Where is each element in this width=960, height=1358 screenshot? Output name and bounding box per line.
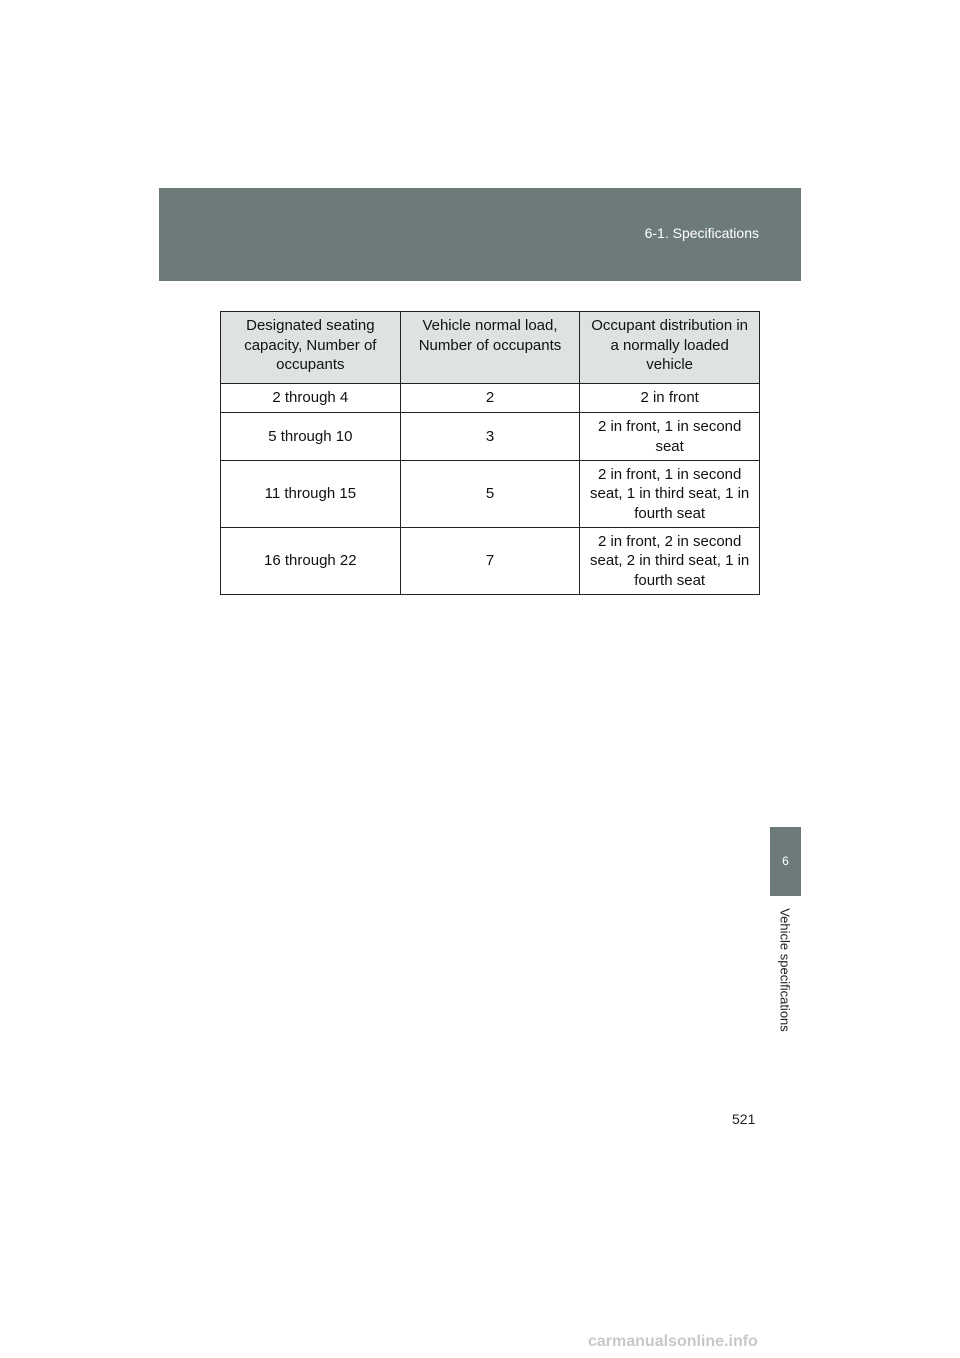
table-header-row [221,312,760,384]
table-cell: 2 in front [580,384,760,413]
watermark: carmanualsonline.info [588,1333,758,1350]
chapter-number: 6 [782,854,789,868]
table-row [221,461,760,528]
column-header: Occupant distribution in a normally loaded vehicle [580,312,760,384]
table-cell: 2 through 4 [221,384,401,413]
table-cell: 5 through 10 [221,413,401,461]
table-cell: 11 through 15 [221,461,401,528]
table-row [221,528,760,595]
column-header: Designated seating capacity, Number of occupants [221,312,401,384]
chapter-tab[interactable] [770,827,801,896]
table-cell: 2 in front, 1 in second seat, 1 in third seat, 1 in fourth seat [580,461,760,528]
occupant-load-table [220,311,760,595]
table-row [221,413,760,461]
table-cell: 5 [400,461,580,528]
column-header: Vehicle normal load, Number of occupants [400,312,580,384]
chapter-label: Vehicle specifications [777,908,793,1032]
table-cell: 7 [400,528,580,595]
table-cell: 2 [400,384,580,413]
table-cell: 2 in front, 1 in second seat [580,413,760,461]
section-title: 6-1. Specifications [644,225,759,241]
section-header [159,188,801,281]
table-cell: 2 in front, 2 in second seat, 2 in third seat, 1 in fourth seat [580,528,760,595]
page-number: 521 [732,1111,756,1127]
table-row [221,384,760,413]
table-cell: 3 [400,413,580,461]
table-cell: 16 through 22 [221,528,401,595]
